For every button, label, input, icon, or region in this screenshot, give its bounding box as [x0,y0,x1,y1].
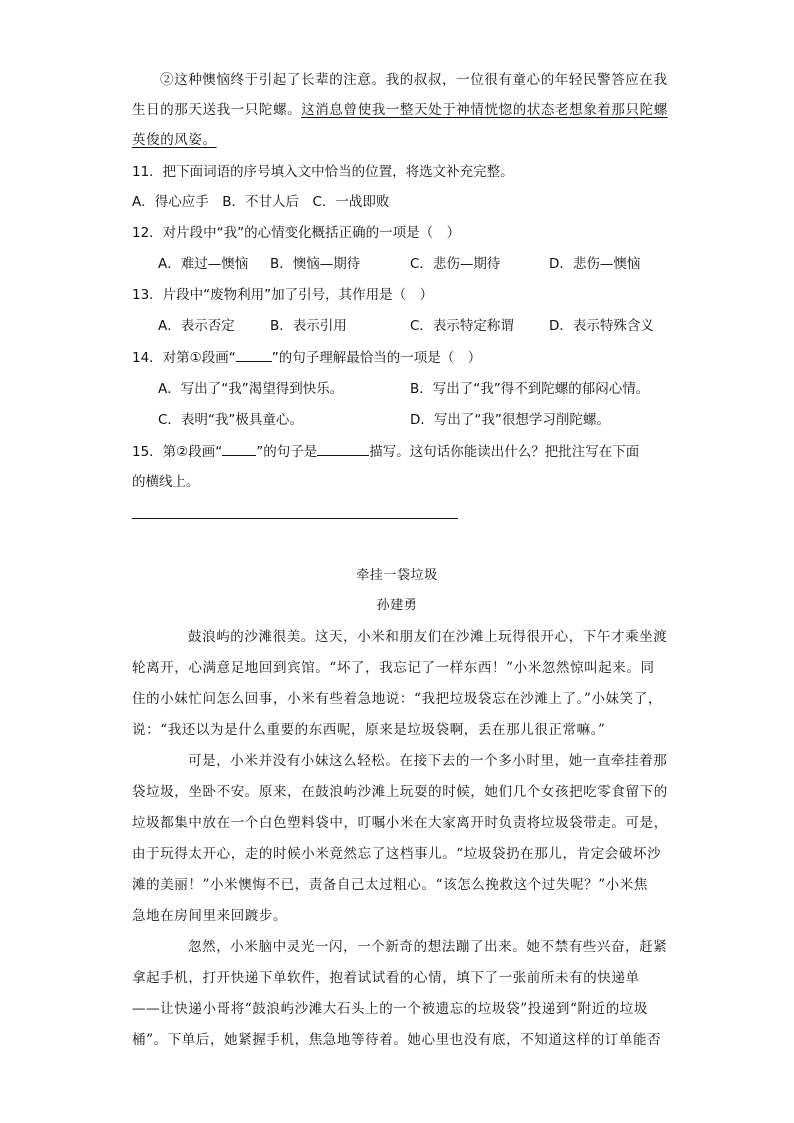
passage-p2-line2-plain: 生日的那天送我一只陀螺。 [132,102,302,118]
passage-p2-line3 [132,130,217,150]
passage-p2-underlined-1: 这消息曾使我一整天处于神情恍惚的状态老想象着那只陀螺 [301,102,668,118]
q15-blank-1 [222,441,256,456]
article-line: 鼓浪屿的沙滩很美。这天，小米和朋友们在沙滩上玩得很开心，下午才乘坐渡 [188,629,668,645]
q14-blank [236,347,272,362]
article-line: 袋垃圾，坐卧不安。原来，在鼓浪屿沙滩上玩耍的时候，她们几个女孩把吃零食留下的 [132,784,668,800]
q12-option-b: B．懊恼—期待 [270,256,361,272]
q12-option-c: C．悲伤—期待 [410,256,501,272]
q14-stem-before: 14．对第①段画“ [132,350,236,366]
q14-option-a: A．写出了“我”渴望得到快乐。 [158,381,344,397]
article-line: 可是，小米并没有小妹这么轻松。在接下去的一个多小时里，她一直牵挂着那 [188,753,668,769]
passage-p2-underlined-2: 英俊的风姿。 [132,132,217,148]
q13-option-a: A．表示否定 [158,318,235,334]
q14-option-c: C．表明“我”极具童心。 [158,412,303,428]
q15-answer-line[interactable] [132,518,458,519]
q15-part2: ”的句子是 [256,444,318,460]
article-line: 说：“我还以为是什么重要的东西呢，原来是垃圾袋啊，丢在那儿很正常嘛。” [132,722,606,738]
article-title: 牵挂一袋垃圾 [356,568,438,583]
q13-option-c: C．表示特定称谓 [410,318,514,334]
article-author: 孙建勇 [376,598,418,613]
q15-part3: 描写。这句话你能读出什么？把批注写在下面 [369,444,640,460]
article-line: 由于玩得太开心，走的时候小米竟然忘了这档事儿。“垃圾袋扔在那儿，肯定会破坏沙 [132,846,662,862]
article-line: 拿起手机，打开快递下单软件，抱着试试看的心情，填下了一张前所未有的快递单 [132,970,640,986]
q14-stem-after: ”的句子理解最恰当的一项是（ ） [271,350,482,366]
article-line: 住的小妹忙问怎么回事，小米有些着急地说：“我把垃圾袋忘在沙滩上了。”小妹笑了， [132,691,662,707]
article-line: 轮离开，心满意足地回到宾馆。“坏了，我忘记了一样东西！”小米忽然惊叫起来。同 [132,660,655,676]
article-line: ——让快递小哥将“鼓浪屿沙滩大石头上的一个被遗忘的垃圾袋”投递到“附近的垃圾 [132,1001,649,1017]
q12-stem: 12．对片段中“我”的心情变化概括正确的一项是（ ） [132,225,461,241]
article-line: 滩的美丽！”小米懊悔不已，责备自己太过粗心。“该怎么挽救这个过失呢？”小米焦 [132,877,649,893]
q12-option-d: D．悲伤—懊恼 [549,256,641,272]
article-line: 忽然，小米脑中灵光一闪，一个新奇的想法蹦了出来。她不禁有些兴奋，赶紧 [188,939,668,955]
q13-stem: 13．片段中“废物利用”加了引号，其作用是（ ） [132,287,434,303]
q11-options: A．得心应手 B．不甘人后 C．一战即败 [132,194,390,210]
article-line: 桶”。下单后，她紧握手机，焦急地等待着。她心里也没有底，不知道这样的订单能否 [132,1032,662,1048]
q15-line2: 的横线上。 [132,474,200,490]
q11-stem: 11．把下面词语的序号填入文中恰当的位置，将选文补充完整。 [132,164,514,180]
q13-option-d: D．表示特殊含义 [549,318,654,334]
q15-stem [132,441,639,462]
article-line: 急地在房间里来回踱步。 [132,908,288,924]
article-line: 垃圾都集中放在一个白色塑料袋中，叮嘱小米在大家离开时负责将垃圾袋带走。可是， [132,815,668,831]
passage-p2-line1: ②这种懊恼终于引起了长辈的注意。我的叔叔，一位很有童心的年轻民警答应在我 [160,72,668,88]
passage-p2-line2 [132,100,668,120]
q12-option-a: A．难过—懊恼 [158,256,249,272]
q15-part1: 15．第②段画“ [132,444,223,460]
q15-blank-2 [317,441,369,456]
q13-option-b: B．表示引用 [270,318,347,334]
q14-option-b: B．写出了“我”得不到陀螺的郁闷心情。 [410,381,650,397]
q14-option-d: D．写出了“我”很想学习削陀螺。 [410,412,610,428]
q14-stem [132,347,481,368]
